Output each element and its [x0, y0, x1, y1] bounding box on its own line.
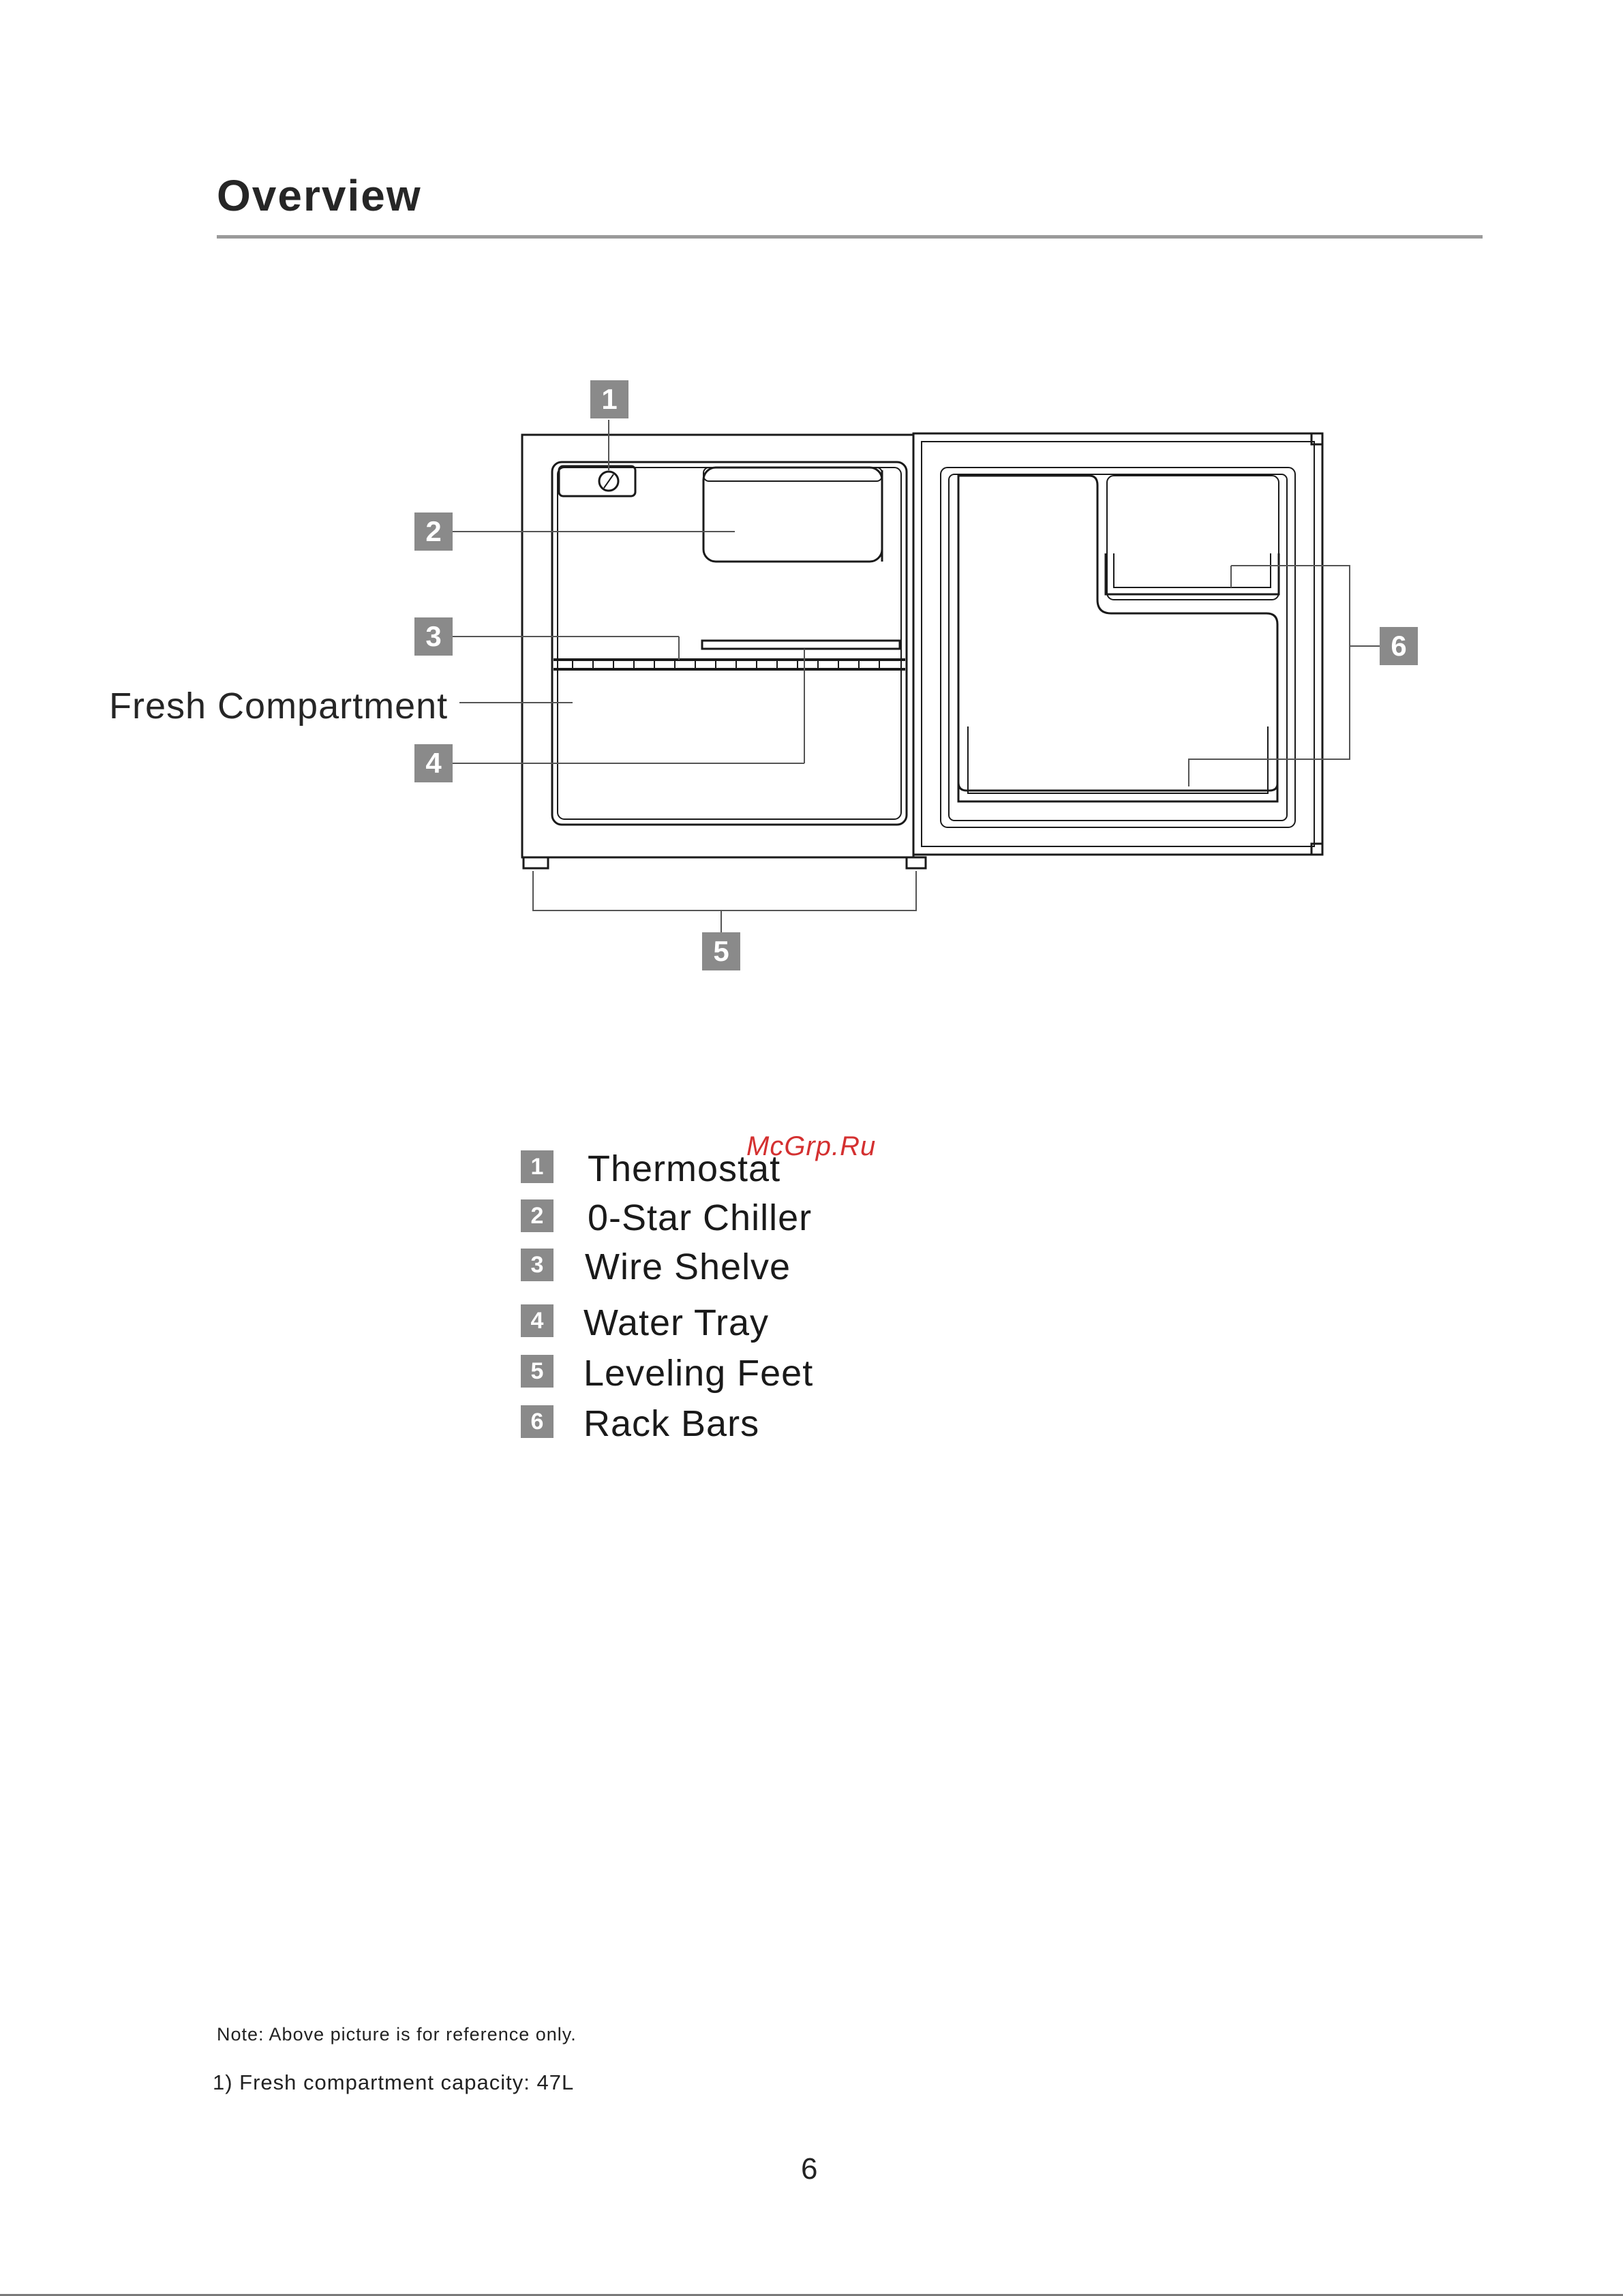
legend-item	[518, 1194, 995, 1242]
callout-6: 6	[1380, 627, 1418, 665]
fridge-diagram	[0, 0, 1623, 995]
legend-label: Leveling Feet	[583, 1353, 814, 1394]
fresh-compartment-label: Fresh Compartment	[109, 686, 449, 726]
cabinet-inner	[552, 462, 907, 825]
callout-2: 2	[414, 512, 453, 551]
legend-number: 4	[521, 1304, 553, 1337]
legend-label: Wire Shelve	[585, 1246, 791, 1287]
legend-label: Rack Bars	[583, 1403, 760, 1444]
legend-number: 5	[521, 1355, 553, 1388]
watermark: McGrp.Ru	[746, 1131, 877, 1161]
leveling-foot-right	[907, 857, 926, 868]
legend-item	[518, 1299, 995, 1347]
door-recess	[958, 476, 1277, 791]
legend-number: 1	[521, 1150, 553, 1183]
legend-label: Thermostat	[588, 1148, 781, 1189]
page-title: Overview	[217, 171, 422, 220]
legend-number: 3	[521, 1249, 553, 1281]
water-tray	[702, 641, 900, 649]
legend-item	[518, 1349, 995, 1397]
door-inner	[941, 468, 1295, 827]
page-number: 6	[801, 2152, 818, 2186]
callout-4: 4	[414, 744, 453, 782]
legend-number: 2	[521, 1199, 553, 1232]
legend-number: 6	[521, 1405, 553, 1438]
callout-5: 5	[702, 932, 740, 970]
cabinet-outer	[522, 435, 913, 857]
callout-1: 1	[590, 380, 628, 418]
legend-label: 0-Star Chiller	[588, 1197, 813, 1238]
callout-3: 3	[414, 617, 453, 656]
thermostat-housing	[559, 466, 635, 496]
legend-label: Water Tray	[583, 1302, 770, 1343]
legend-item	[518, 1400, 995, 1448]
capacity-note: 1) Fresh compartment capacity: 47L	[213, 2070, 575, 2094]
reference-note: Note: Above picture is for reference only.	[217, 2024, 577, 2045]
leveling-foot-left	[524, 857, 548, 868]
legend-item	[518, 1243, 995, 1291]
